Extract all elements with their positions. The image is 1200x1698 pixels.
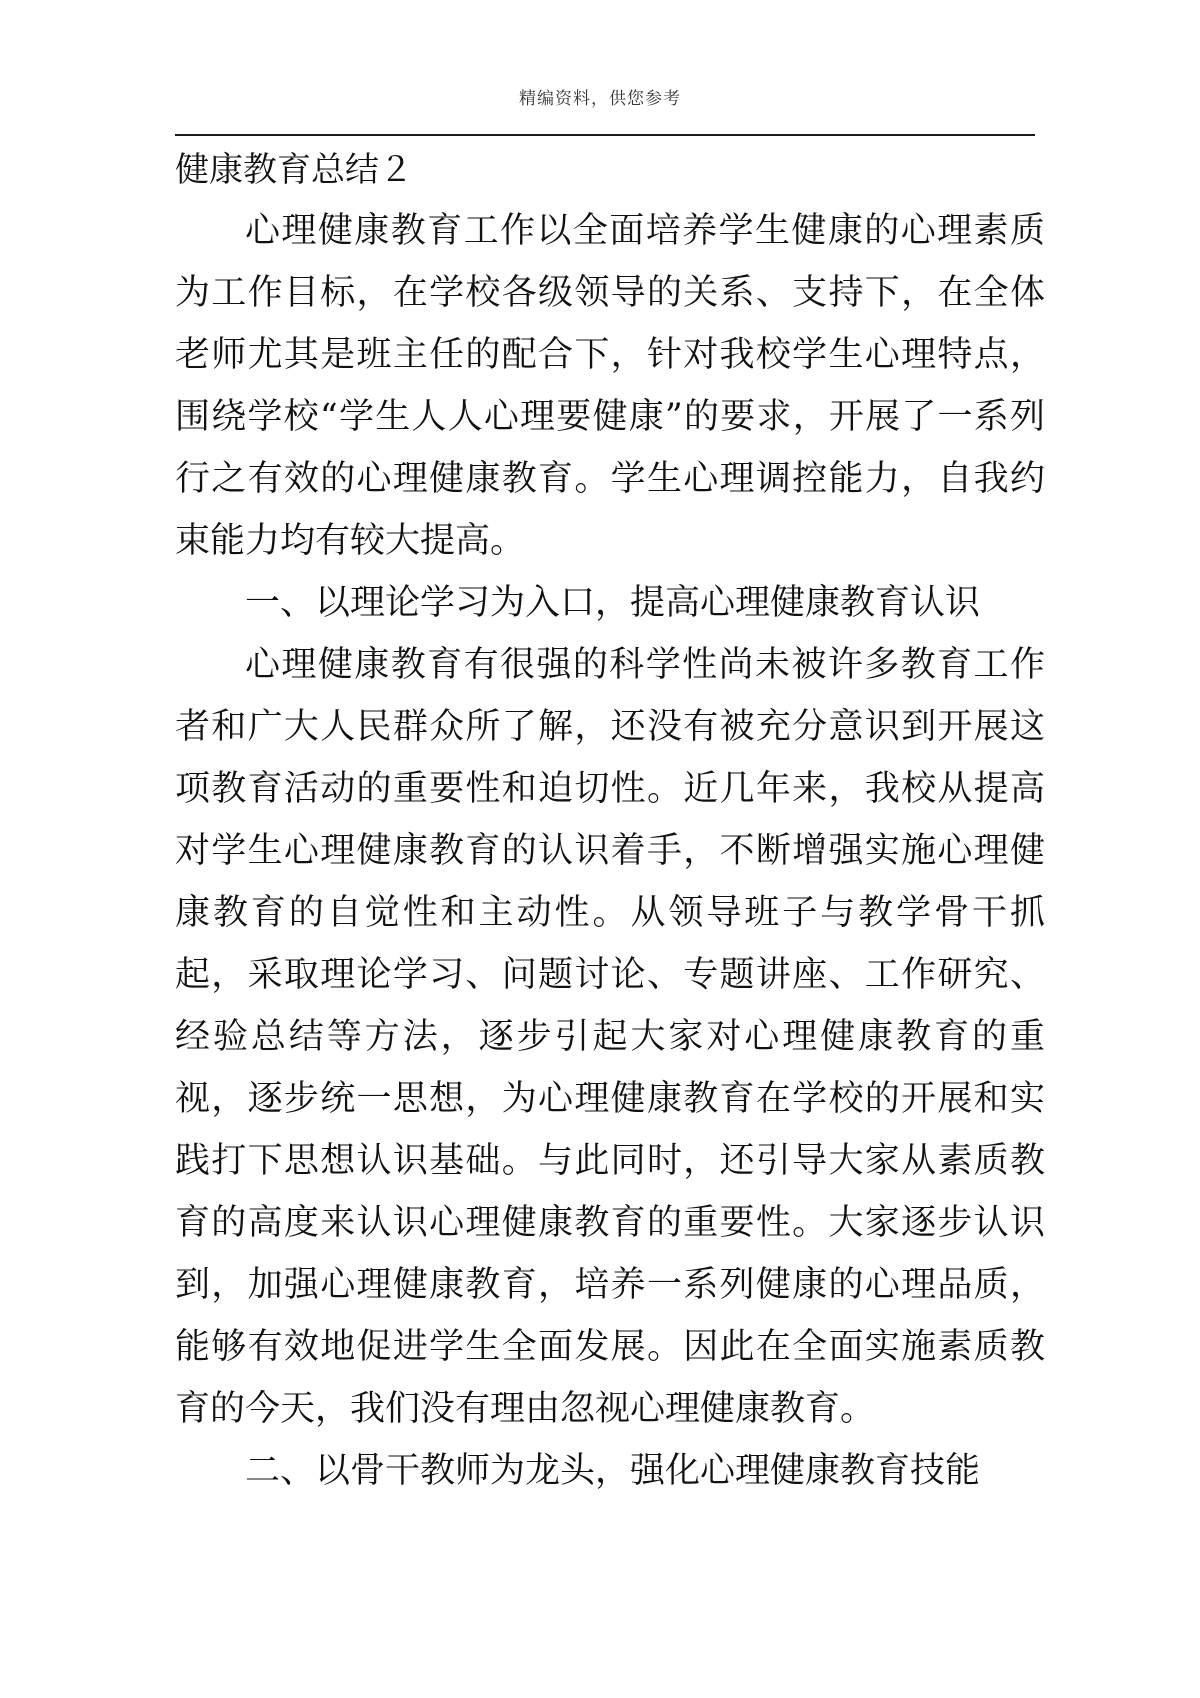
paragraph-intro: 心理健康教育工作以全面培养学生健康的心理素质为工作目标，在学校各级领导的关系、支持下，在全体老师尤其是班主任的配合下，针对我校学生心理特点，围绕学校“学生人人心理要健康”的要求，开展了一系列行之有效的心理健康教育。学生心理调控能力，自我约束能力均有较大提高。 xyxy=(175,211,1045,561)
document-title: 健康教育总结２ xyxy=(175,150,413,190)
header-divider xyxy=(175,134,1035,136)
section-heading-1: 一、以理论学习为入口，提高心理健康教育认识 xyxy=(245,583,981,623)
page-header: 精编资料，供您参考 xyxy=(519,89,681,109)
section-heading-2: 二、以骨干教师为龙头，强化心理健康教育技能 xyxy=(245,1451,981,1491)
paragraph-section-1: 心理健康教育有很强的科学性尚未被许多教育工作者和广大人民群众所了解，还没有被充分意识到开展这项教育活动的重要性和迫切性。近几年来，我校从提高对学生心理健康教育的认识着手，不断增强实施心理健康教育的自觉性和主动性。从领导班子与教学骨干抓起，采取理论学习、问题讨论、专题讲座、工作研究、经验总结等方法，逐步引起大家对心理健康教育的重视，逐步统一思想，为心理健康教育在学校的开展和实践打下思想认识基础。与此同时，还引导大家从素质教育的高度来认识心理健康教育的重要性。大家逐步认识到，加强心理健康教育，培养一系列健康的心理品质，能够有效地促进学生全面发展。因此在全面实施素质教育的今天，我们没有理由忽视心理健康教育。 xyxy=(175,645,1045,1429)
document-body xyxy=(175,200,1045,1502)
